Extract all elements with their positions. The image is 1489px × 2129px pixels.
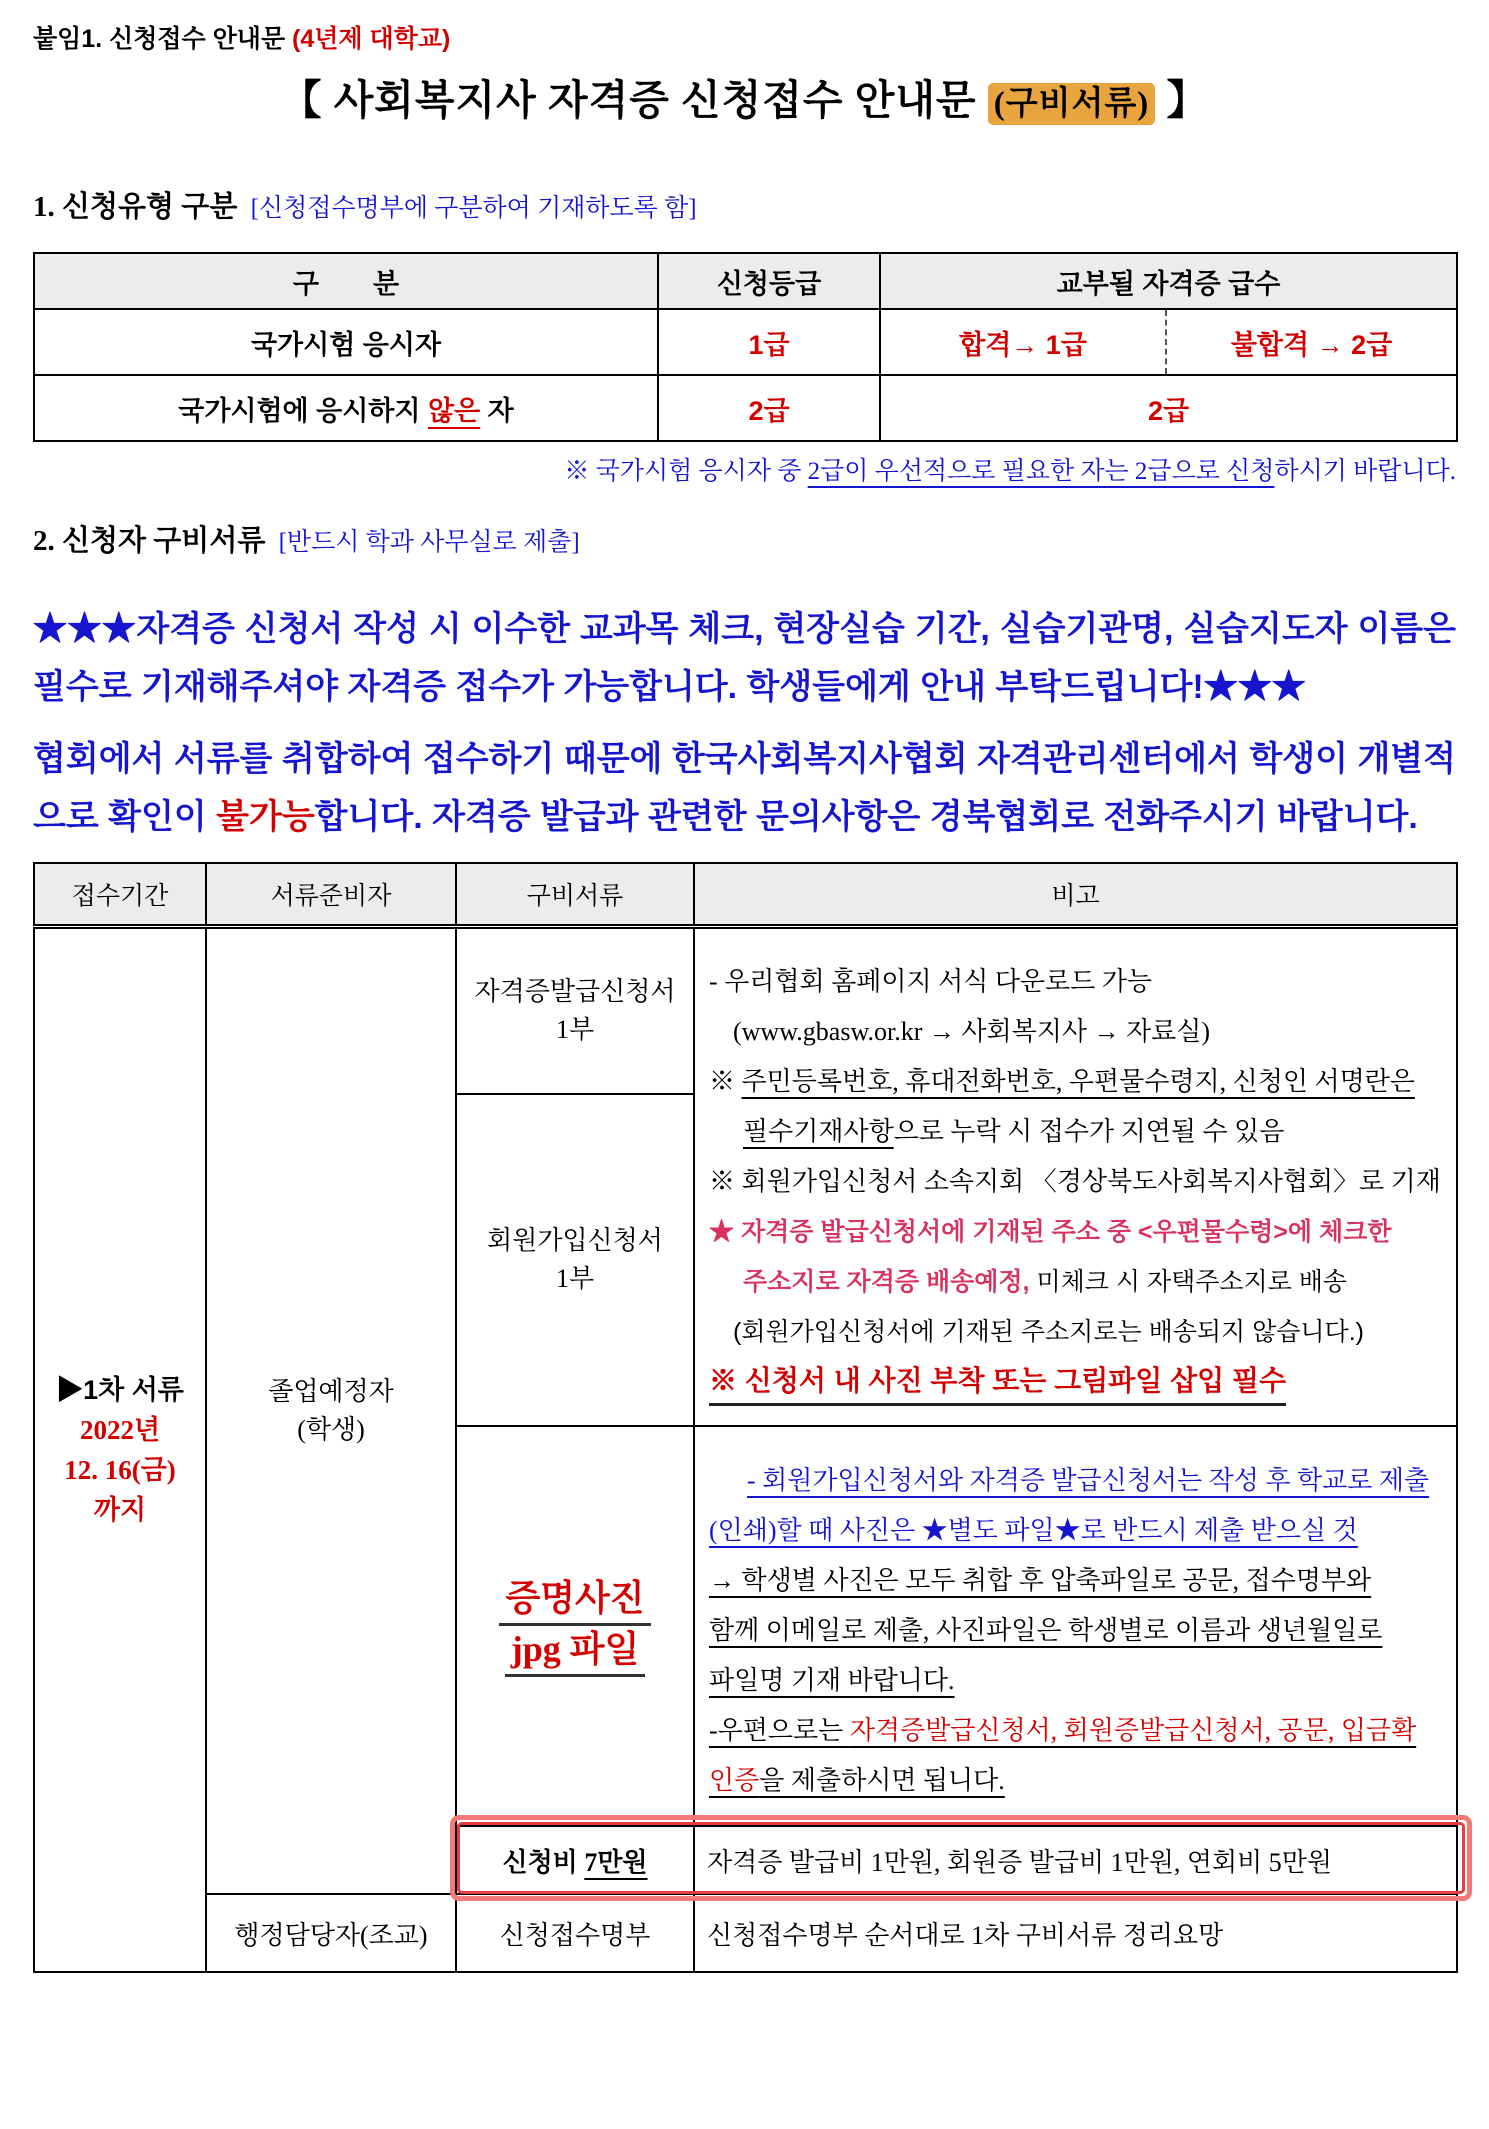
remark-delivery-em-2: 주소지로 자격증 배송예정,	[743, 1267, 1030, 1296]
section1-heading	[33, 188, 1456, 226]
remark-mail-em-2: 인증	[709, 1766, 760, 1795]
cell-non-examinee	[34, 375, 658, 441]
doc-photo-line1: 증명사진	[499, 1575, 650, 1626]
section1-heading-note: [신청접수명부에 구분하여 기재하도록 함]	[250, 195, 697, 222]
notice-association-pre: 협회에서 서류를 취합하여 접수하기 때문에 한국사회복지사협회 자격관리센터에서 학생이 개별적으로 확인이	[33, 740, 1456, 836]
page-title-text: 【 사회복지사 자격증 신청접수 안내문	[280, 77, 988, 123]
remarks-fee: 자격증 발급비 1만원, 회원증 발급비 1만원, 연회비 5만원	[694, 1826, 1457, 1894]
remarks-roster: 신청접수명부 순서대로 1차 구비서류 정리요망	[694, 1894, 1457, 1972]
remark-mandatory-underline: 필수기재사항	[743, 1116, 894, 1146]
footnote-post: 하시기 바랍니다.	[1274, 458, 1456, 485]
notice-association-post: 합니다. 자격증 발급과 관련한 문의사항은 경북협회로 전화주시기 바랍니다.	[314, 798, 1418, 836]
section2-heading-label: 2. 신청자 구비서류	[33, 525, 266, 557]
doc-photo-line2: jpg 파일	[505, 1626, 646, 1677]
remark-delivery-2	[709, 1257, 1444, 1307]
section2-heading-note: [반드시 학과 사무실로 제출]	[278, 529, 580, 556]
attachment-note: (4년제 대학교)	[292, 25, 451, 53]
requirements-table	[33, 862, 1458, 1973]
remark-homepage-path: (www.gbasw.or.kr → 사회복지사 → 자료실)	[733, 1016, 1211, 1046]
remark-mail-pre: -우편으로는	[709, 1716, 850, 1745]
period-line4: 까지	[93, 1494, 147, 1525]
type-table-header-row	[34, 253, 1457, 309]
doc-fee-amount: 7만원	[584, 1847, 648, 1877]
preparer-admin-cell: 행정담당자(조교)	[206, 1894, 456, 1972]
remark-mandatory-rest: 으로 누락 시 접수가 지연될 수 있음	[893, 1116, 1285, 1146]
cell-non-examinee-post: 자	[480, 395, 514, 426]
remark-star-marker: ★	[709, 1217, 741, 1246]
col-remarks: 비고	[694, 863, 1457, 926]
col-documents: 구비서류	[456, 863, 694, 926]
remarks-cert-member	[694, 926, 1457, 1426]
remark-required-fields-underline: 주민등록번호, 휴대전화번호, 우편물수령지, 신청인 서명란은	[741, 1066, 1415, 1096]
notice-required-fields: ★★★자격증 신청서 작성 시 이수한 교과목 체크, 현장실습 기간, 실습기관명, 실습지도자 이름은 필수로 기재해주셔야 자격증 접수가 가능합니다. 학생들에게 안내 부탁드립니다!★★★	[33, 610, 1456, 706]
doc-roster-cell: 신청접수명부	[456, 1894, 694, 1972]
section2-heading	[33, 522, 1456, 560]
cell-examinee: 국가시험 응시자	[34, 309, 658, 375]
remark-mail-em-1: 자격증발급신청서, 회원증발급신청서, 공문, 입금확	[849, 1716, 1417, 1745]
row-cert-application	[34, 926, 1457, 1094]
remark-photo-required-text: ※ 신청서 내 사진 부착 또는 그림파일 삽입 필수	[709, 1359, 1286, 1406]
remark-marker-1: ※	[709, 1066, 742, 1096]
doc-member-line1: 회원가입신청서	[487, 1226, 663, 1255]
doc-fee-label: 신청비	[502, 1847, 585, 1877]
type-table-footnote	[33, 456, 1456, 488]
cell-examinee-grade: 1급	[658, 309, 880, 375]
title-highlight: (구비서류)	[988, 83, 1156, 125]
notice-association	[33, 730, 1456, 846]
remark-required-fields-2	[709, 1107, 1444, 1157]
section1-heading-label: 1. 신청유형 구분	[33, 191, 238, 223]
remark-submit-print-1: - 회원가입신청서와 자격증 발급신청서는 작성 후 학교로 제출	[747, 1466, 1430, 1495]
remarks-photo	[694, 1426, 1457, 1826]
cell-non-examinee-pre: 국가시험에 응시하지	[178, 395, 428, 426]
remark-download: - 우리협회 홈페이지 서식 다운로드 가능	[709, 966, 1153, 996]
cell-non-examinee-issued: 2급	[880, 375, 1457, 441]
remarks-photo-inner	[709, 1456, 1444, 1806]
preparer-student-line1: 졸업예정자	[268, 1376, 394, 1406]
col-period: 접수기간	[34, 863, 206, 926]
doc-cert-cell	[456, 926, 694, 1094]
type-col-category: 구 분	[34, 253, 658, 309]
notice-association-em: 불가능	[216, 798, 315, 836]
remark-delivery-1	[709, 1207, 1444, 1257]
remark-photo-required	[709, 1357, 1444, 1407]
preparer-student-line2: (학생)	[297, 1414, 365, 1444]
cell-examinee-pass: 합격→ 1급	[880, 309, 1166, 375]
remarks-cert-member-inner	[709, 957, 1444, 1407]
type-row-non-examinee	[34, 375, 1457, 441]
doc-member-line2: 1부	[555, 1264, 595, 1293]
remark-delivery-em-1: 자격증 발급신청서에 기재된 주소 중 <우편물수령>에 체크한	[740, 1217, 1392, 1246]
cell-non-examinee-grade: 2급	[658, 375, 880, 441]
requirements-header-row	[34, 863, 1457, 926]
doc-cert-line2: 1부	[555, 1014, 595, 1044]
page-title-close: 】	[1155, 77, 1209, 123]
remark-photo-collect-3: 파일명 기재 바랍니다.	[709, 1666, 955, 1695]
cell-examinee-fail: 불합격 → 2급	[1166, 309, 1457, 375]
type-col-grade: 신청등급	[658, 253, 880, 309]
remark-no-member-address: (회원가입신청서에 기재된 주소지로는 배송되지 않습니다.)	[733, 1317, 1364, 1346]
remark-mail-1	[709, 1706, 1444, 1756]
period-line1: ▶1차 서류	[56, 1374, 184, 1405]
remark-submit-print-2: (인쇄)할 때 사진은 ★별도 파일★로 반드시 제출 받으실 것	[709, 1516, 1358, 1545]
col-preparer: 서류준비자	[206, 863, 456, 926]
application-type-table	[33, 252, 1458, 442]
remark-photo-collect-2: 함께 이메일로 제출, 사진파일은 학생별로 이름과 생년월일로	[709, 1616, 1383, 1645]
period-line3: 12. 16(금)	[64, 1454, 176, 1485]
preparer-student-cell	[206, 926, 456, 1894]
type-col-issued: 교부될 자격증 급수	[880, 253, 1457, 309]
doc-member-cell	[456, 1094, 694, 1426]
remark-photo-collect-1: → 학생별 사진은 모두 취합 후 압축파일로 공문, 접수명부와	[709, 1566, 1372, 1595]
period-cell	[34, 926, 206, 1972]
cell-non-examinee-em: 않은	[427, 395, 481, 426]
remark-required-fields-1	[709, 1057, 1444, 1107]
doc-photo-cell	[456, 1426, 694, 1826]
footnote-underline: 2급이 우선적으로 필요한 자는 2급으로 신청	[807, 458, 1275, 485]
page-title	[33, 72, 1456, 132]
remark-mail-2	[709, 1756, 1444, 1806]
period-line2: 2022년	[79, 1414, 161, 1445]
footnote-pre: ※ 국가시험 응시자 중	[564, 458, 808, 485]
doc-fee-cell	[456, 1826, 694, 1894]
attachment-label: 붙임1. 신청접수 안내문	[33, 25, 293, 53]
remark-mail-rest: 을 제출하시면 됩니다.	[759, 1766, 1005, 1795]
attachment-line	[33, 22, 1456, 56]
type-row-examinee	[34, 309, 1457, 375]
doc-cert-line1: 자격증발급신청서	[474, 976, 676, 1006]
requirements-table-wrap	[33, 862, 1456, 1973]
row-roster	[34, 1894, 1457, 1972]
remark-branch: ※ 회원가입신청서 소속지회 〈경상북도사회복지사협회〉로 기재	[709, 1166, 1441, 1196]
remark-delivery-rest: 미체크 시 자택주소지로 배송	[1029, 1267, 1348, 1296]
